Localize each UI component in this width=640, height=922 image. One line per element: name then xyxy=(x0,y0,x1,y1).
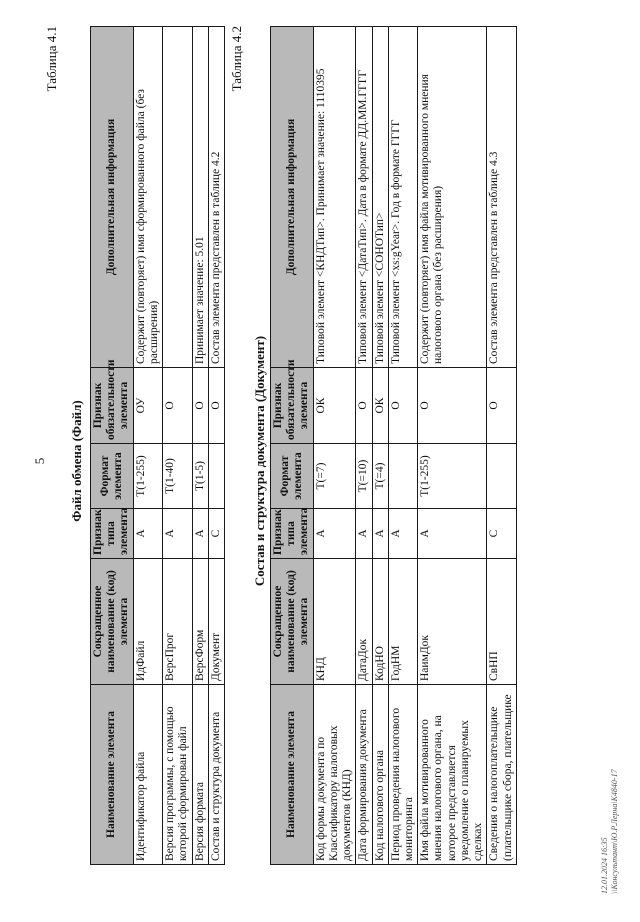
table-cell: НаимДок xyxy=(418,559,487,685)
table-cell: Состав элемента представлен в таблице 4.2 xyxy=(208,27,224,368)
table-row xyxy=(208,27,224,865)
table-cell xyxy=(388,444,417,509)
table-row xyxy=(356,27,372,865)
table-cell: Имя файла мотивированного мнения налогового органа, на которое представляется уведомление о планируемых сделках xyxy=(418,685,487,865)
table-cell: Версия формата xyxy=(192,685,208,865)
table-cell: T(=7) xyxy=(313,444,356,509)
column-header: Сокращенное наименование (код) элемента xyxy=(91,559,134,685)
table-cell xyxy=(208,444,224,509)
table-cell: Принимает значение: 5.01 xyxy=(192,27,208,368)
table-cell: Типовой элемент <xs:gYear>. Год в формате ГГГГ xyxy=(388,27,417,368)
table-cell: Типовой элемент <СОНОТип> xyxy=(372,27,388,368)
table-cell: О xyxy=(208,368,224,444)
column-header: Сокращенное наименование (код) элемента xyxy=(271,559,314,685)
table-cell: С xyxy=(487,509,516,559)
table-cell: ОК xyxy=(372,368,388,444)
table-cell: А xyxy=(388,509,417,559)
document-structure-table xyxy=(270,26,517,865)
table-cell: С xyxy=(208,509,224,559)
table-cell: Дата формирования документа xyxy=(356,685,372,865)
table-cell: T(=4) xyxy=(372,444,388,509)
column-header: Признак типа элемента xyxy=(271,509,314,559)
table-cell: ОК xyxy=(313,368,356,444)
print-stamp xyxy=(600,769,619,894)
table-cell: А xyxy=(418,509,487,559)
table-cell: ВерсФорм xyxy=(192,559,208,685)
table-cell: Документ xyxy=(208,559,224,685)
table-cell: А xyxy=(163,509,192,559)
table-cell: T(1-5) xyxy=(192,444,208,509)
column-header: Дополнительная информация xyxy=(271,27,314,368)
table-cell: Состав и структура документа xyxy=(208,685,224,865)
column-header: Формат элемента xyxy=(91,444,134,509)
table-cell: Период проведения налогового мониторинга xyxy=(388,685,417,865)
table-number: Таблица 4.1 xyxy=(44,26,59,92)
table-cell: T(1-255) xyxy=(133,444,162,509)
column-header: Наименование элемента xyxy=(91,685,134,865)
table-cell: T(=10) xyxy=(356,444,372,509)
table-caption: Состав и структура документа (Документ) xyxy=(252,335,267,587)
table-cell: Содержит (повторяет) имя сформированного файла (без расширения) xyxy=(133,27,162,368)
table-row xyxy=(372,27,388,865)
column-header: Наименование элемента xyxy=(271,685,314,865)
column-header: Признак обязательности элемента xyxy=(91,368,134,444)
table-row xyxy=(133,27,162,865)
table-cell: Версия программы, с помощью которой сформирован файл xyxy=(163,685,192,865)
table-cell: ВерсПрог xyxy=(163,559,192,685)
table-number: Таблица 4.2 xyxy=(229,26,244,92)
column-header: Признак типа элемента xyxy=(91,509,134,559)
table-row xyxy=(313,27,356,865)
stamp-date: 12.01.2024 16:35 xyxy=(600,837,609,894)
table-cell: А xyxy=(356,509,372,559)
table-cell xyxy=(163,27,192,368)
table-row xyxy=(192,27,208,865)
table-cell: Идентификатор файла xyxy=(133,685,162,865)
table-cell: О xyxy=(192,368,208,444)
table-row xyxy=(163,27,192,865)
table-cell: ГодНМ xyxy=(388,559,417,685)
table-cell: О xyxy=(418,368,487,444)
table-cell: А xyxy=(372,509,388,559)
table-cell: СвНП xyxy=(487,559,516,685)
column-header: Дополнительная информация xyxy=(91,27,134,368)
table-row xyxy=(487,27,516,865)
table-cell: Содержит (повторяет) имя файла мотивированного мнения налогового органа (без расширения) xyxy=(418,27,487,368)
table-cell: А xyxy=(192,509,208,559)
table-cell: Типовой элемент <ДатаТип>. Дата в формате ДД.ММ.ГГГГ xyxy=(356,27,372,368)
table-cell: КНД xyxy=(313,559,356,685)
table-cell: Код формы документа по Классификатору налоговых документов (КНД) xyxy=(313,685,356,865)
table-cell: T(1-255) xyxy=(418,444,487,509)
table-cell: ДатаДок xyxy=(356,559,372,685)
column-header: Формат элемента xyxy=(271,444,314,509)
table-cell: КодНО xyxy=(372,559,388,685)
table-row xyxy=(388,27,417,865)
table-cell: Состав элемента представлен в таблице 4.3 xyxy=(487,27,516,368)
table-cell: Сведения о налогоплательщике (плательщике сбора, плательщике xyxy=(487,685,516,865)
table-cell: T(1-40) xyxy=(163,444,192,509)
table-cell xyxy=(487,444,516,509)
page-number: 5 xyxy=(32,457,47,465)
table-cell: О xyxy=(356,368,372,444)
table-cell: О xyxy=(163,368,192,444)
column-header: Признак обязательности элемента xyxy=(271,368,314,444)
table-cell: А xyxy=(313,509,356,559)
table-caption: Файл обмена (Файл) xyxy=(69,400,84,522)
table-cell: ИдФайл xyxy=(133,559,162,685)
table-cell: ОУ xyxy=(133,368,162,444)
table-cell: О xyxy=(388,368,417,444)
table-cell: Код налогового органа xyxy=(372,685,388,865)
exchange-file-table xyxy=(90,26,225,865)
table-cell: Типовой элемент <КНДТип>. Принимает значение: 1110395 xyxy=(313,27,356,368)
table-cell: О xyxy=(487,368,516,444)
stamp-path: \\Консультант\Ю.Р.Лерна\К4840-17 xyxy=(609,769,619,894)
table-cell: А xyxy=(133,509,162,559)
table-row xyxy=(418,27,487,865)
